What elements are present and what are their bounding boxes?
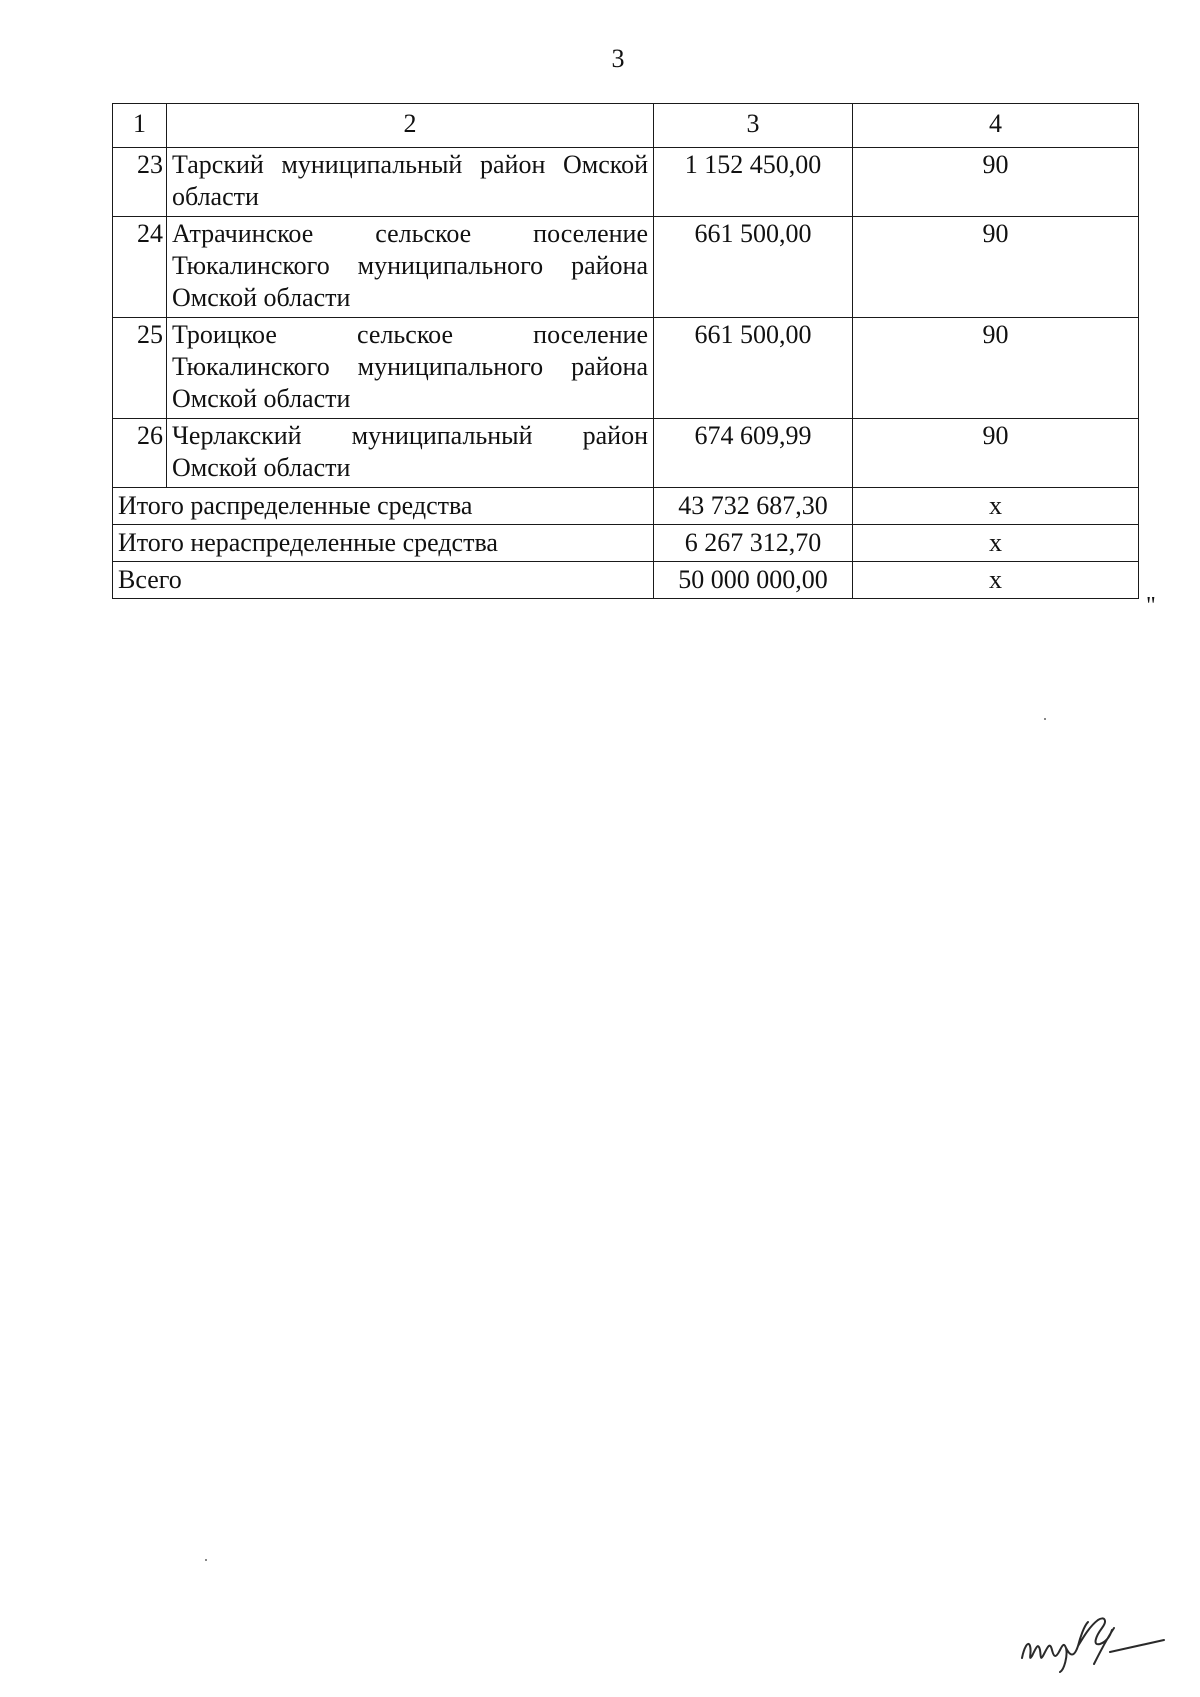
municipality-name: Троицкое сельское поселение Тюкалинского муниципального района Омской области xyxy=(167,318,654,419)
table-row xyxy=(113,217,1139,318)
percent-cell: 90 xyxy=(853,148,1139,217)
total-label: Итого нераспределенные средства xyxy=(113,525,654,562)
percent-cell: 90 xyxy=(853,217,1139,318)
total-mark: х xyxy=(853,562,1139,599)
municipality-name: Атрачинское сельское поселение Тюкалинского муниципального района Омской области xyxy=(167,217,654,318)
row-number: 25 xyxy=(113,318,167,419)
total-mark: х xyxy=(853,525,1139,562)
amount-cell: 661 500,00 xyxy=(654,217,853,318)
row-number: 23 xyxy=(113,148,167,217)
table-row xyxy=(113,318,1139,419)
total-label: Итого распределенные средства xyxy=(113,488,654,525)
header-cell-2: 2 xyxy=(167,104,654,148)
total-amount: 6 267 312,70 xyxy=(654,525,853,562)
amount-cell: 661 500,00 xyxy=(654,318,853,419)
percent-cell: 90 xyxy=(853,318,1139,419)
total-amount: 43 732 687,30 xyxy=(654,488,853,525)
scan-speck xyxy=(1044,718,1046,720)
header-cell-1: 1 xyxy=(113,104,167,148)
page-number: 3 xyxy=(611,44,625,73)
municipality-name: Черлакский муниципальный район Омской области xyxy=(167,419,654,488)
row-number: 24 xyxy=(113,217,167,318)
table-row xyxy=(113,419,1139,488)
total-label: Всего xyxy=(113,562,654,599)
percent-cell: 90 xyxy=(853,419,1139,488)
total-row-undistributed xyxy=(113,525,1139,562)
header-cell-3: 3 xyxy=(654,104,853,148)
total-row-grand xyxy=(113,562,1139,599)
municipality-name: Тарский муниципальный район Омской области xyxy=(167,148,654,217)
row-number: 26 xyxy=(113,419,167,488)
header-cell-4: 4 xyxy=(853,104,1139,148)
amount-cell: 1 152 450,00 xyxy=(654,148,853,217)
amount-cell: 674 609,99 xyxy=(654,419,853,488)
total-row-distributed xyxy=(113,488,1139,525)
scan-speck xyxy=(205,1559,207,1561)
table-header-row xyxy=(113,104,1139,148)
total-mark: х xyxy=(853,488,1139,525)
handwritten-signature xyxy=(1014,1606,1174,1676)
allocation-table xyxy=(112,103,1139,599)
total-amount: 50 000 000,00 xyxy=(654,562,853,599)
table-row xyxy=(113,148,1139,217)
closing-quote: " xyxy=(1146,593,1156,619)
